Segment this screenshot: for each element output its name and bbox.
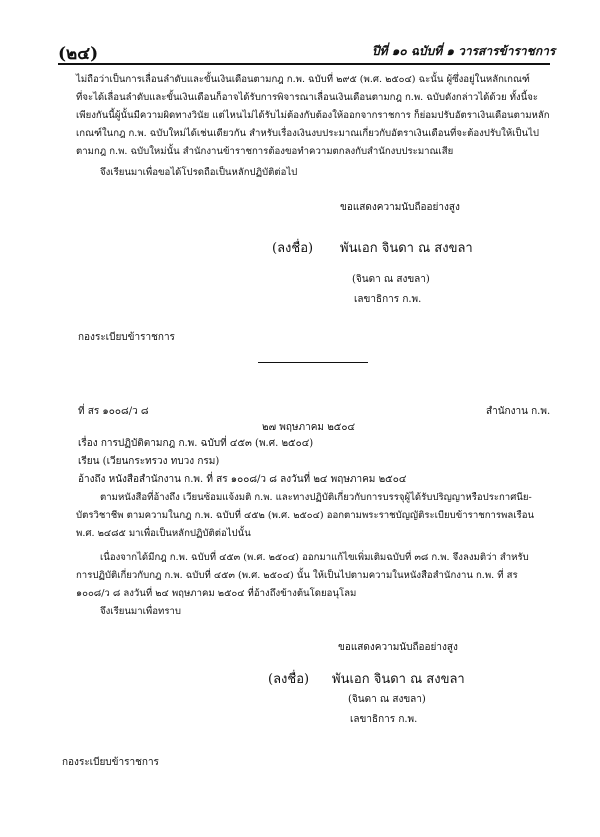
signature-title: เลขาธิการ ก.พ. bbox=[354, 294, 422, 305]
closing-line: จึงเรียนมาเพื่อทราบ bbox=[100, 606, 181, 617]
body-line: ไม่ถือว่าเป็นการเลื่อนลำดับและขั้นเงินเดือนตามกฎ ก.พ. ฉบับที่ ๒๙๕ (พ.ศ. ๒๕๐๔) ฉะนั้น ผู้ซึ่งอยู่ในหลักเกณฑ์ bbox=[76, 74, 530, 85]
body-line: เกณฑ์ในกฎ ก.พ. ฉบับใหม่ได้เช่นเดียวกัน สำหรับเรื่องเงินงบประมาณเกี่ยวกับอัตราเงินเดือนที่จะต้องปรับให้เป็นไป bbox=[76, 128, 539, 139]
closing-line: จึงเรียนมาเพื่อขอได้โปรดถือเป็นหลักปฏิบัติต่อไป bbox=[100, 167, 298, 178]
regards: ขอแสดงความนับถืออย่างสูง bbox=[338, 642, 458, 653]
body-line: ๑๐๐๘/ว ๘ ลงวันที่ ๒๔ พฤษภาคม ๒๕๐๔ ที่อ้างถึงข้างต้นโดยอนุโลม bbox=[76, 588, 357, 599]
letter-date: ๒๗ พฤษภาคม ๒๕๐๔ bbox=[262, 422, 356, 433]
section-separator bbox=[258, 362, 368, 363]
signature-label: (ลงชื่อ) bbox=[272, 241, 314, 256]
body-line: เนื่องจากได้มีกฎ ก.พ. ฉบับที่ ๔๕๓ (พ.ศ. ๒๕๐๔) ออกมาแก้ไขเพิ่มเติมฉบับที่ ๓๘ ก.พ. จึงลงมติว่า สำหรับ bbox=[100, 552, 529, 563]
reference-number: ที่ สร ๑๐๐๘/ว ๘ bbox=[78, 406, 149, 417]
regards: ขอแสดงความนับถืออย่างสูง bbox=[340, 202, 460, 213]
header-rule bbox=[58, 63, 550, 65]
signature-label: (ลงชื่อ) bbox=[268, 672, 310, 687]
body-line: การปฏิบัติเกี่ยวกับกฎ ก.พ. ฉบับที่ ๔๕๓ (พ.ศ. ๒๕๐๔) นั้น ให้เป็นไปตามความในหนังสือสำนักงาน ก.พ. ที่ สร bbox=[76, 570, 518, 581]
signature-name: พันเอก จินดา ณ สงขลา bbox=[332, 672, 465, 687]
division: กองระเบียบข้าราชการ bbox=[78, 332, 175, 343]
body-line: บัตรวิชาชีพ ตามความในกฎ ก.พ. ฉบับที่ ๔๕๒ (พ.ศ. ๒๕๐๔) ออกตามพระราชบัญญัติระเบียบข้าราชการพลเรือน bbox=[76, 510, 535, 521]
body-line: ตามหนังสือที่อ้างถึง เวียนซ้อมแจ้งมติ ก.พ. และทางปฏิบัติเกี่ยวกับการบรรจุผู้ได้รับปริญญาหรือประกาศนีย- bbox=[100, 492, 532, 503]
signature-print: (จินดา ณ สงขลา) bbox=[348, 694, 426, 705]
division: กองระเบียบข้าราชการ bbox=[62, 757, 159, 768]
letter-reference: อ้างถึง หนังสือสำนักงาน ก.พ. ที่ สร ๑๐๐๘/ว ๘ ลงวันที่ ๒๔ พฤษภาคม ๒๕๐๔ bbox=[78, 474, 407, 485]
letter-recipient: เรียน (เวียนกระทรวง ทบวง กรม) bbox=[78, 456, 220, 467]
office-name: สำนักงาน ก.พ. bbox=[486, 406, 551, 417]
signature-title: เลขาธิการ ก.พ. bbox=[350, 714, 418, 725]
letter-subject: เรื่อง การปฏิบัติตามกฎ ก.พ. ฉบับที่ ๔๕๓ (พ.ศ. ๒๕๐๔) bbox=[78, 438, 314, 449]
body-line: เพียงกันนี้ผู้นั้นมีความผิดทางวินัย แต่ไหนไม่ได้รับไม่ต้องกับต้องให้ออกจากราชการ ก็ย่อมปรับอัตราเงินเดือนตามหลัก bbox=[76, 110, 550, 121]
body-line: ตามกฎ ก.พ. ฉบับใหม่นั้น สำนักงานข้าราชการต้องขอทำความตกลงกับสำนักงบประมาณเสีย bbox=[76, 146, 454, 157]
page-number: (๒๔) bbox=[58, 44, 99, 64]
signature-name: พันเอก จินดา ณ สงขลา bbox=[340, 241, 473, 256]
journal-issue: ปีที่ ๑๐ ฉบับที่ ๑ วารสารข้าราชการ bbox=[372, 44, 556, 58]
body-line: ที่จะได้เลื่อนลำดับและขั้นเงินเดือนก็อาจได้รับการพิจารณาเลื่อนเงินเดือนตามกฎ ก.พ. ฉบับดังกล่าวได้ด้วย ทั้งนี้จะ bbox=[76, 92, 539, 103]
signature-print: (จินดา ณ สงขลา) bbox=[352, 274, 430, 285]
body-line: พ.ศ. ๒๔๘๕ มาเพื่อเป็นหลักปฏิบัติต่อไปนั้น bbox=[76, 528, 251, 539]
